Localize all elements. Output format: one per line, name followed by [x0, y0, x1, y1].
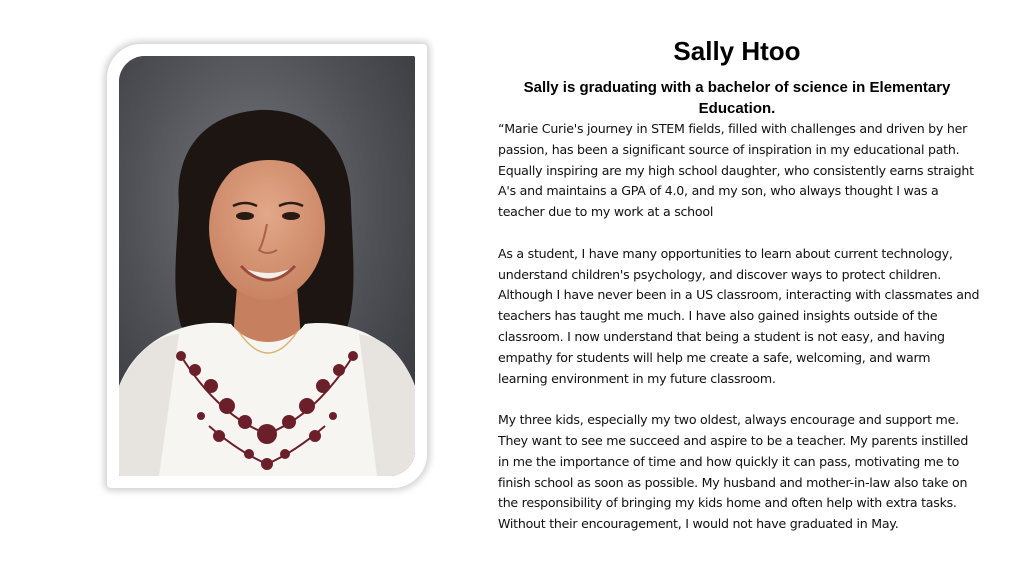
bio-paragraph-2: As a student, I have many opportunities to learn about current technology, understand children's psychology, and discover ways to protect children. Although I have never been in a US classroom, interacting with classmates and teachers has taught me much. I have also gained insights outside of the classroom. I now understand that being a student is not easy, and having empathy for students will help me create a safe, welcoming, and warm learning environment in my future classroom.	[498, 245, 980, 386]
portrait-illustration	[119, 56, 415, 476]
bio-paragraph-3: My three kids, especially my two oldest, always encourage and support me. They want to see me succeed and aspire to be a teacher. My parents instilled in me the importance of time and how quickly it can pass, motivating me to finish school as soon as possible. My husband and mother-in-law also take on the responsibility of bringing my kids home and often help with extra tasks. Without their encouragement, I would not have graduated in May.	[498, 412, 969, 532]
person-name: Sally Htoo	[673, 36, 801, 66]
bio-section	[498, 34, 982, 535]
degree-statement: Sally is graduating with a bachelor of science in Elementary Education.	[523, 79, 951, 117]
portrait-photo	[119, 56, 415, 476]
bio-paragraph-1: “Marie Curie's journey in STEM fields, filled with challenges and driven by her passion, has been a significant source of inspiration in my educational path. Equally inspiring are my high school daughter, who consistently earns straight A's and maintains a GPA of 4.0, and my son, who always thought I was a teacher due to my work at a school	[498, 121, 974, 220]
portrait-frame	[107, 44, 427, 488]
